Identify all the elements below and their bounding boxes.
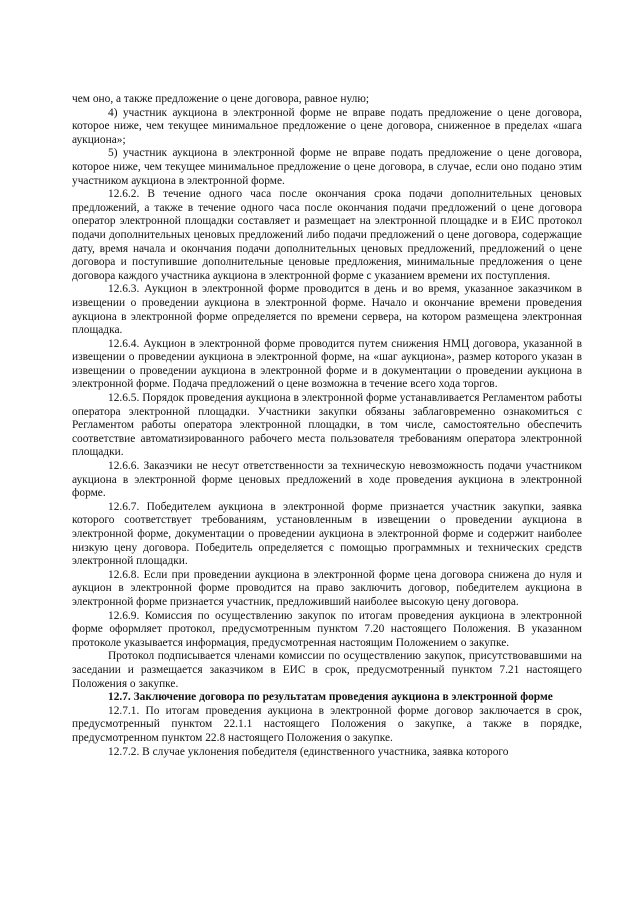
paragraph-12-6-9: 12.6.9. Комиссия по осуществлению закупок по итогам проведения аукциона в электронной форме оформляет протокол, предусмотренным пунктом 7.20 настоящего Положения. В указанном протоколе указывается информация, предусмотренная настоящим Положением о закупке. — [72, 609, 582, 649]
paragraph-12-6-7: 12.6.7. Победителем аукциона в электронной форме признается участник закупки, заявка которого соответствует требованиям, установленным в извещении о проведении аукциона в электронной форме, документации о проведении аукциона в электронной форме и содержит наиболее низкую цену договора. Победитель определяется с помощью программных и технических средств электронной площадки. — [72, 500, 582, 568]
paragraph-protocol-signing: Протокол подписывается членами комиссии по осуществлению закупок, присутствовавшими на заседании и размещается заказчиком в ЕИС в срок, предусмотренный пунктом 7.21 настоящего Положения о закупке. — [72, 650, 582, 690]
paragraph-12-6-5: 12.6.5. Порядок проведения аукциона в электронной форме устанавливается Регламентом работы оператора электронной площадки. Участники закупки обязаны заблаговременно ознакомиться с Регламентом работы оператора электронной площадки, в том числе, самостоятельно обеспечить соответствие автоматизированного рабочего места пользователя требованиям оператора электронной площадки. — [72, 392, 582, 459]
paragraph-12-6-4: 12.6.4. Аукцион в электронной форме проводится путем снижения НМЦ договора, указанной в извещении о проведении аукциона в электронной форме, на «шаг аукциона», размер которого указан в извещении о проведении аукциона в электронной форме и в документации о проведении аукциона в электронной форме. Подача предложений о цене возможна в течение всего хода торгов. — [72, 337, 582, 391]
paragraph-12-6-8: 12.6.8. Если при проведении аукциона в электронной форме цена договора снижена до нуля и аукцион в электронной форме проводится на право заключить договор, победителем аукциона в электронной форме признается участник, предложивший наиболее высокую цену договора. — [72, 568, 582, 608]
paragraph-item-4: 4) участник аукциона в электронной форме не вправе подать предложение о цене договора, которое ниже, чем текущее минимальное предложение о цене договора, сниженное в пределах «шага аукциона»; — [72, 106, 582, 146]
section-heading-12-7: 12.7. Заключение договора по результатам проведения аукциона в электронной форме — [108, 691, 553, 704]
paragraph-12-6-3: 12.6.3. Аукцион в электронной форме проводится в день и во время, указанное заказчиком в извещении о проведении аукциона в электронной форме. Начало и окончание времени проведения аукциона в электронной форме определяется по времени сервера, на котором размещена электронная площадка. — [72, 283, 582, 337]
document-page — [72, 93, 582, 759]
paragraph-item-5: 5) участник аукциона в электронной форме не вправе подать предложение о цене договора, которое ниже, чем текущее минимальное предложение о цене договора, в случае, если оно подано этим участником аукциона в электронной форме. — [72, 147, 582, 187]
paragraph-12-7-1: 12.7.1. По итогам проведения аукциона в электронной форме договор заключается в срок, предусмотренный пунктом 22.1.1 настоящего Положения о закупке, а также в порядке, предусмотренном пунктом 22.8 настоящего Положения о закупке. — [72, 704, 582, 744]
paragraph-continuation: чем оно, а также предложение о цене договора, равное нулю; — [72, 93, 370, 105]
paragraph-12-6-6: 12.6.6. Заказчики не несут ответственности за техническую невозможность подачи участником аукциона в электронной форме ценовых предложений в ходе проведения аукциона в электронной форме. — [72, 460, 582, 500]
paragraph-12-6-2: 12.6.2. В течение одного часа после окончания срока подачи дополнительных ценовых предложений, а также в течение одного часа после окончания подачи предложений о цене договора оператор электронной площадки составляет и размещает на электронной площадке и в ЕИС протокол подачи дополнительных ценовых предложений либо подачи предложений о цене договора, содержащие дату, время начала и окончания подачи дополнительных ценовых предложений, предложений о цене договора и поступившие дополнительные ценовые предложения, минимальные предложения о цене договора каждого участника аукциона в электронной форме с указанием времени их поступления. — [72, 188, 582, 282]
paragraph-12-7-2: 12.7.2. В случае уклонения победителя (единственного участника, заявка которого — [108, 745, 509, 758]
